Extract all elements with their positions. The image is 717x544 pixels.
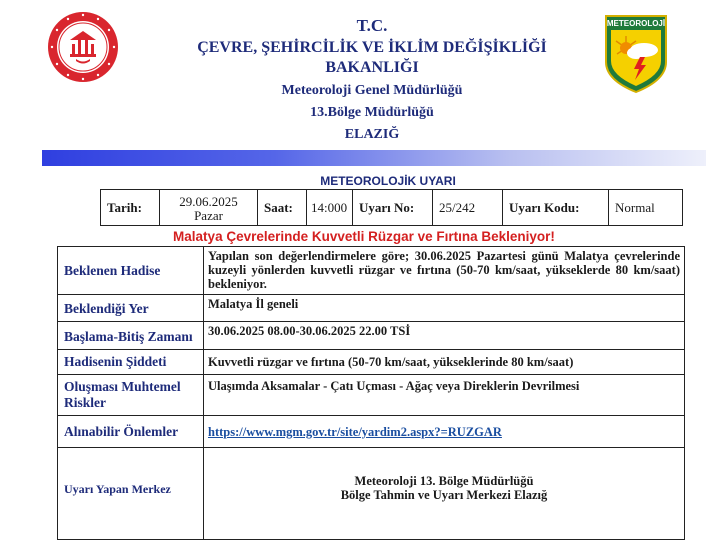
- warning-number-value: 25/242: [433, 190, 503, 226]
- expected-location-value: Malatya İl geneli: [204, 295, 685, 322]
- table-row: [58, 322, 685, 350]
- expected-location-label: Beklendiği Yer: [58, 295, 204, 322]
- table-row: [58, 448, 685, 540]
- warning-code-label: Uyarı Kodu:: [503, 190, 609, 226]
- header-tc: T.C.: [356, 16, 388, 35]
- possible-risks-label: Oluşması Muhtemel Riskler: [58, 375, 204, 416]
- time-label: Saat:: [258, 190, 307, 226]
- header-ministry: ÇEVRE, ŞEHİRCİLİK VE İKLİM DEĞİŞİKLİĞİ BAKANLIĞI: [197, 39, 547, 76]
- date-label: Tarih:: [101, 190, 160, 226]
- precautions-label: Alınabilir Önlemler: [58, 416, 204, 448]
- table-row: [58, 295, 685, 322]
- issuing-center-line2: Bölge Tahmin ve Uyarı Merkezi Elazığ: [340, 488, 548, 502]
- warning-headline: Malatya Çevrelerinde Kuvvetli Rüzgar ve Fırtına Bekleniyor!: [173, 229, 555, 244]
- severity-value: Kuvvetli rüzgar ve fırtına (50-70 km/saat, yükseklerinde 80 km/saat): [204, 350, 685, 375]
- table-row: [58, 416, 685, 448]
- expected-event-label: Beklenen Hadise: [58, 247, 204, 295]
- header-city: ELAZIĞ: [344, 127, 400, 142]
- header-region: 13.Bölge Müdürlüğü: [310, 105, 434, 120]
- warning-section-title: METEOROLOJİK UYARI: [320, 174, 456, 188]
- warning-details-table: [57, 246, 685, 540]
- issuing-center-line1: Meteoroloji 13. Bölge Müdürlüğü: [354, 474, 534, 488]
- date-value: 29.06.2025: [179, 193, 238, 209]
- header-divider-band: [42, 150, 706, 166]
- expected-event-value: Yapılan son değerlendirmelere göre; 30.06.2025 Pazartesi günü Malatya çevrelerinde kuzeyli yönlerden kuvvetli rüzgar ve fırtına (50-70 km/saat, yükseklerde 80 km/saat) bekleniyor.: [204, 247, 685, 295]
- header: [150, 16, 594, 144]
- date-cell: [160, 190, 258, 226]
- warning-code-value: Normal: [609, 190, 683, 226]
- table-row: [58, 350, 685, 375]
- precautions-link[interactable]: https://www.mgm.gov.tr/site/yardim2.aspx?=RUZGAR: [208, 424, 502, 439]
- warning-number-label: Uyarı No:: [353, 190, 433, 226]
- issuing-center-value: [204, 448, 685, 540]
- severity-label: Hadisenin Şiddeti: [58, 350, 204, 375]
- issuing-center-label: Uyarı Yapan Merkez: [58, 448, 204, 540]
- day-value: Pazar: [194, 207, 223, 223]
- table-row: [58, 375, 685, 416]
- precautions-cell: [204, 416, 685, 448]
- table-row: [58, 247, 685, 295]
- possible-risks-value: Ulaşımda Aksamalar - Çatı Uçması - Ağaç veya Direklerin Devrilmesi: [204, 375, 685, 416]
- warning-meta-table: [100, 189, 683, 226]
- header-directorate: Meteoroloji Genel Müdürlüğü: [281, 83, 463, 98]
- logo-text: METEOROLOJİ: [606, 19, 666, 28]
- start-end-time-label: Başlama-Bitiş Zamanı: [58, 322, 204, 350]
- start-end-time-value: 30.06.2025 08.00-30.06.2025 22.00 TSİ: [204, 322, 685, 350]
- ministry-seal-logo: [46, 10, 120, 84]
- time-value: 14:000: [307, 190, 353, 226]
- meteoroloji-logo: [604, 14, 668, 94]
